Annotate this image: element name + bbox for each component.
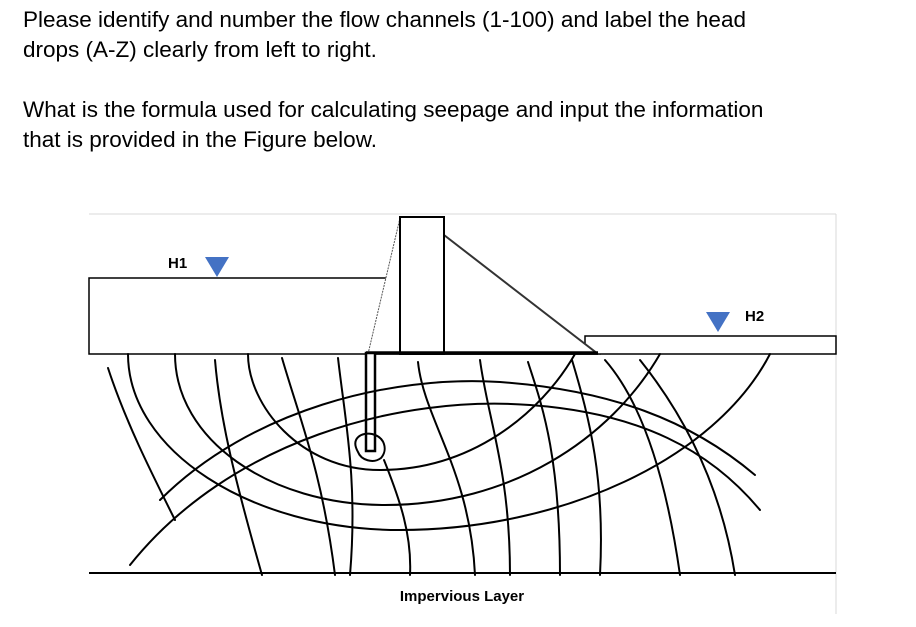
flow-line-3 [175, 354, 660, 505]
flow-net [108, 354, 770, 575]
upstream-water [89, 278, 399, 354]
h2-label: H2 [745, 308, 765, 325]
h1-water-level-icon [205, 257, 229, 277]
question-line-3: What is the formula used for calculating seepage and input the information [23, 97, 764, 122]
equipotential-e [384, 460, 410, 575]
equipotential-g [480, 360, 510, 575]
flow-line-2 [248, 354, 575, 470]
cutoff-wall [366, 353, 375, 451]
equipotential-b [215, 360, 262, 575]
equipotential-k [640, 360, 735, 575]
impervious-layer-label: Impervious Layer [399, 588, 525, 605]
equipotential-j [605, 360, 680, 575]
downstream-water [585, 336, 836, 354]
equipotential-c [282, 358, 335, 575]
equipotential-h [528, 362, 560, 575]
equipotential-a [108, 368, 175, 520]
equipotential-f [418, 362, 475, 575]
h2-water-level-icon [706, 312, 730, 332]
dam-core [400, 217, 444, 354]
h1-label: H1 [168, 255, 188, 272]
question-line-4: that is provided in the Figure below. [23, 127, 377, 152]
question-line-1: Please identify and number the flow channels (1-100) and label the head [23, 7, 746, 32]
question-line-2: drops (A-Z) clearly from left to right. [23, 37, 377, 62]
dam-downstream-slope [444, 235, 598, 354]
